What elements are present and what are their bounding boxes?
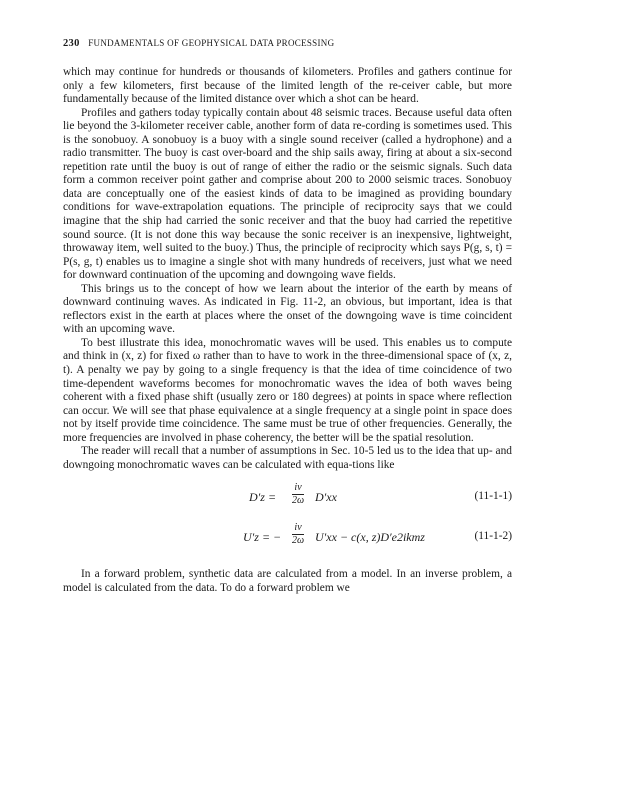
- equation-11-1-1: [63, 482, 512, 516]
- paragraph-5: The reader will recall that a number of assumptions in Sec. 10-5 led us to the idea that up- and downgoing monochromatic waves can be calculated with equa-tions like: [63, 445, 512, 471]
- page: [63, 38, 512, 596]
- equation-label: (11-1-2): [474, 530, 512, 543]
- fraction-numerator: iv: [292, 482, 304, 495]
- equation-fraction: [292, 482, 304, 507]
- running-header: [63, 38, 512, 49]
- paragraph-2: Profiles and gathers today typically contain about 48 seismic traces. Because useful data often lie beyond the 3-kilometer receiver cable, another form of data re-cording is sometimes used. This is the sonobuoy. A sonobuoy is a buoy with a single sound receiver (called a hydrophone) and a radio transmitter. The buoy is cast over-board and the ship sails away, firing at about a six-second repetition rate until the buoy is out of range of either the radio or the seismic signals. Such data form a common receiver point gather and comprise about 200 to 2000 seismic traces. Sonobuoy data are conceptually one of the easiest kinds of data to be imagined as providing boundary conditions for wave-extrapolation equations. The principle of reciprocity says that we could imagine that the ship had carried the sonic receiver and that the buoy had carried the repetitive sound source. (It is not done this way because the sonic receiver is an inexpensive, lightweight, throwaway item, well suited to the buoy.) Thus, the principle of reciprocity which says P(g, s, t) = P(s, g, t) enables us to imagine a single shot with many hundreds of receivers, just what we need for downward continuation of the upcoming and downgoing wave fields.: [63, 106, 512, 282]
- equation-lhs: D′z =: [249, 490, 277, 505]
- equation-11-1-2: [63, 522, 512, 556]
- equation-fraction: [292, 522, 304, 547]
- fraction-denominator: 2ω: [292, 495, 305, 507]
- fraction-denominator: 2ω: [292, 535, 305, 547]
- page-number: 230: [63, 38, 80, 49]
- paragraph-6: In a forward problem, synthetic data are calculated from a model. In an inverse problem, a model is calculated from the data. To do a forward problem we: [63, 568, 512, 594]
- paragraph-1: which may continue for hundreds or thousands of kilometers. Profiles and gathers continue for only a few kilometers, first because of the limited length of the re-ceiver cable, but more fundamentally because of the limited distance over which a shot can be heard.: [63, 66, 512, 106]
- equation-label: (11-1-1): [474, 490, 512, 503]
- fraction-numerator: iv: [292, 522, 304, 535]
- paragraph-3: This brings us to the concept of how we learn about the interior of the earth by means of downward continuing waves. As indicated in Fig. 11-2, an obvious, but important, idea is that reflectors exist in the earth at places where the onset of the downgoing wave is time coincident with an upcoming wave.: [63, 282, 512, 336]
- running-title: FUNDAMENTALS OF GEOPHYSICAL DATA PROCESSING: [88, 38, 335, 48]
- equation-lhs: U′z = −: [243, 530, 282, 545]
- equation-rhs: D′xx: [315, 490, 337, 505]
- paragraph-4: To best illustrate this idea, monochromatic waves will be used. This enables us to compute and think in (x, z) for fixed ω rather than to have to work in the three-dimensional space of (x, z, t). A penalty we pay by going to a single frequency is that the idea of time coincidence of two time-dependent waveforms becomes for monochromatic waves the idea of both waves being coherent with a fixed phase shift (usually zero or 180 degrees) at points in space where reflection can occur. We will see that phase equivalence at a single frequency at a single point in space does not by itself provide time coincidence. The same must be true of other frequencies. Generally, the more frequencies are involved in phase coherency, the better will be the spatial resolution.: [63, 336, 512, 444]
- equation-rhs: U′xx − c(x, z)D′e2ikmz: [315, 530, 425, 545]
